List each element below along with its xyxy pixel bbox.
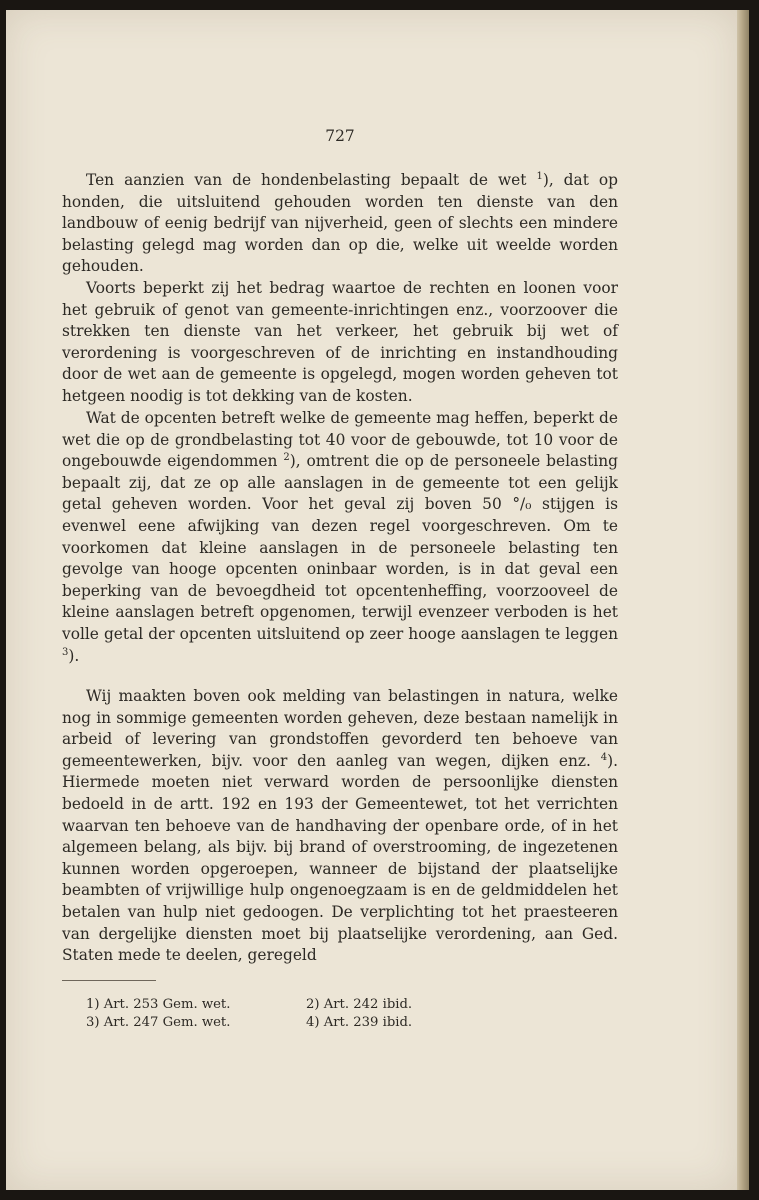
footnote-marker[interactable]: 4 <box>600 751 608 763</box>
footnote-marker[interactable]: 3 <box>62 646 69 658</box>
paragraph-dog-tax: Ten aanzien van de hondenbelasting bepaalt de wet $^1$), dat op honden, die uitsluitend gehouden worden ten dienste van den landbouw of eenig bedrijf van nijverheid, geen of slechts een mindere belasting gelegd mag worden dan op die, welke uit weelde worden gehouden. <box>62 170 618 276</box>
footnote-divider <box>62 980 156 981</box>
footnote-2: 2) Art. 242 ibid. <box>306 997 413 1012</box>
footnote-4: 4) Art. 239 ibid. <box>306 1015 413 1030</box>
footnote-marker[interactable]: 1 <box>536 170 543 182</box>
footnote-3: 3) Art. 247 Gem. wet. <box>86 1015 231 1030</box>
book-page <box>6 10 737 1190</box>
page-number: 727 <box>325 127 355 145</box>
book-spine-edge <box>737 10 749 1190</box>
paragraph-fees: Voorts beperkt zij het bedrag waartoe de rechten en loonen voor het gebruik of genot van gemeente-inrichtingen enz., voorzoover die strekken ten dienste van het verkeer, het gebruik bij wet of verordening is voorgeschreven of de inrichting en instandhouding door de wet aan de gemeente is opgelegd, mogen worden geheven tot hetgeen noodig is tot dekking van de kosten. <box>62 279 618 405</box>
paragraph-taxes-in-kind: Wij maakten boven ook melding van belastingen in natura, welke nog in sommige gemeenten worden geheven, deze bestaan namelijk in arbeid of levering van grondstoffen gevorderd ten behoeve van gemeentewerken, bijv. voor den aanleg van wegen, dijken enz. $^4$). Hiermede moeten niet verward worden de persoonlijke diensten bedoeld in de artt. 192 en 193 der Gemeentewet, tot het verrichten waarvan ten behoeve van de handhaving der openbare orde, of in het algemeen belang, als bijv. bij brand of overstrooming, de ingezetenen kunnen worden opgeroepen, wanneer de bijstand der plaatselijke beambten of vrijwillige hulp ongenoegzaam is en de geldmiddelen het betalen van hulp niet gedoogen. De verplichting tot het praesteeren van dergelijke diensten moet bij plaatselijke verordening, aan Ged. Staten mede te deelen, geregeld <box>62 687 618 965</box>
footnote-marker[interactable]: 2 <box>283 452 290 464</box>
footnote-1: 1) Art. 253 Gem. wet. <box>86 997 231 1012</box>
paragraph-surcharges: Wat de opcenten betreft welke de gemeente mag heffen, beperkt de wet die op de grondbelasting tot 40 voor de gebouwde, tot 10 voor de ongebouwde eigendommen $^2$), omtrent die op de personeele belasting bepaalt zij, dat ze op alle aanslagen in de gemeente tot een gelijk getal geheven worden. Voor het geval zij boven 50 °/₀ stijgen is evenwel eene afwijking van dezen regel voorgeschreven. Om te voorkomen dat kleine aanslagen in de personeele belasting ten gevolge van hooge opcenten oninbaar worden, is in dat geval een beperking van de bevoegdheid tot opcentenheffing, voorzooveel de kleine aanslagen betreft opgenomen, terwijl evenzeer verboden is het volle getal der opcenten uitsluitend op zeer hooge aanslagen te leggen $^3$). <box>62 409 618 665</box>
